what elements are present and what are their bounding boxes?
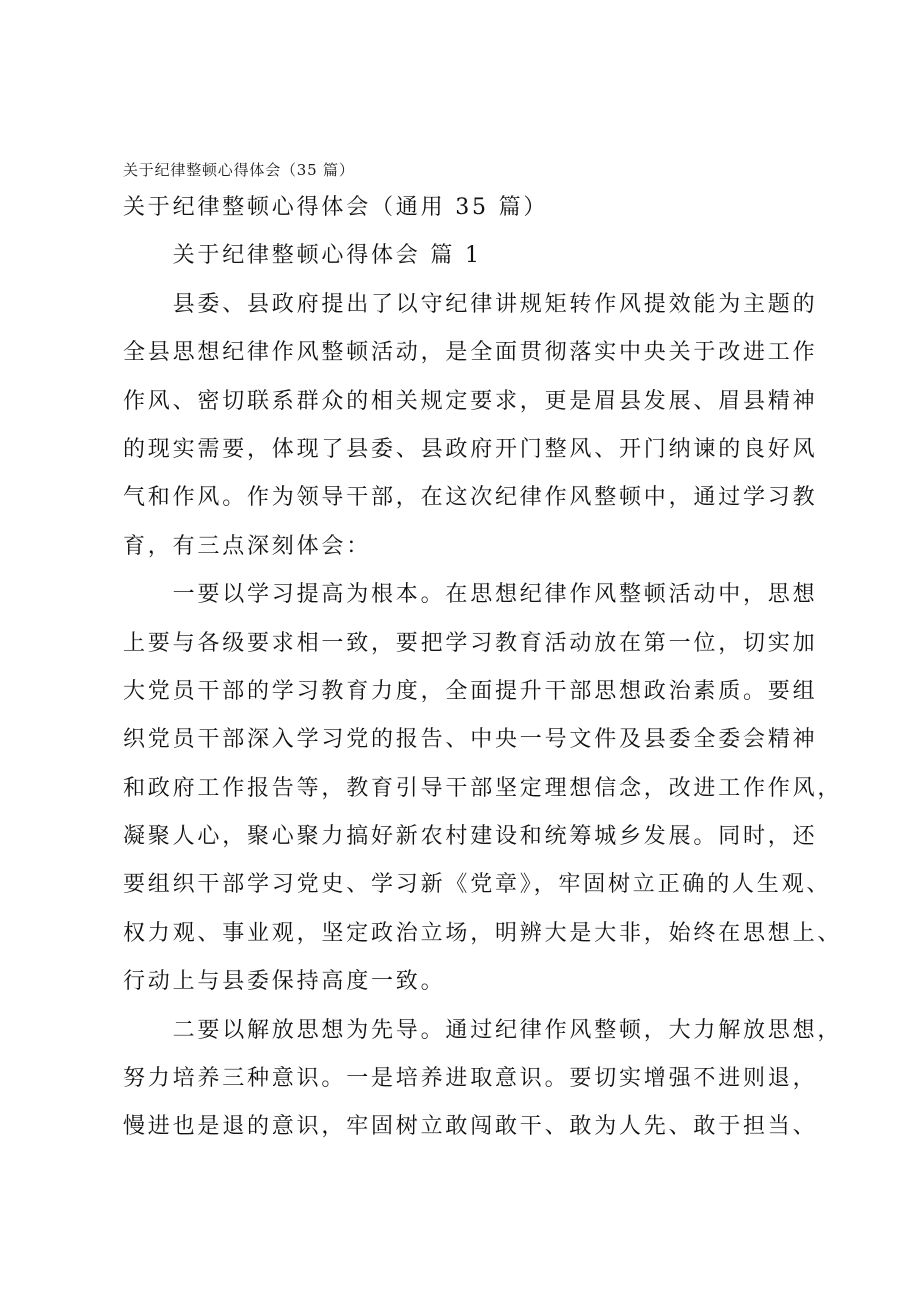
paragraph-line: 育，有三点深刻体会： <box>123 533 372 559</box>
paragraph-2 <box>123 571 863 1007</box>
paragraph-line: 要组织干部学习党史、学习新《党章》，牢固树立正确的人生观、 <box>123 872 832 898</box>
paragraph-line: 大党员干部的学习教育力度，全面提升干部思想政治素质。要组 <box>123 678 818 704</box>
paragraph-line: 织党员干部深入学习党的报告、中央一号文件及县委全委会精神 <box>123 727 818 753</box>
paragraph-line: 行动上与县委保持高度一致。 <box>123 969 446 995</box>
paragraph-1 <box>123 281 863 571</box>
paragraph-line: 一要以学习提高为根本。在思想纪律作风整顿活动中，思想 <box>172 582 818 608</box>
paragraph-line: 作风、密切联系群众的相关规定要求，更是眉县发展、眉县精神 <box>123 388 818 414</box>
section-heading: 关于纪律整顿心得体会 篇 1 <box>172 243 482 269</box>
main-title: 关于纪律整顿心得体会（通用 35 篇） <box>123 195 549 220</box>
paragraph-line: 权力观、事业观，坚定政治立场，明辨大是大非，始终在思想上、 <box>123 920 843 946</box>
paragraph-line: 全县思想纪律作风整顿活动，是全面贯彻落实中央关于改进工作 <box>123 340 818 366</box>
paragraph-line: 慢进也是退的意识，牢固树立敢闯敢干、敢为人先、敢于担当、 <box>123 1114 818 1140</box>
paragraph-line: 气和作风。作为领导干部，在这次纪律作风整顿中，通过学习教 <box>123 485 818 511</box>
paragraph-line: 县委、县政府提出了以守纪律讲规矩转作风提效能为主题的 <box>172 291 818 317</box>
paragraph-line: 努力培养三种意识。一是培养进取意识。要切实增强不进则退， <box>123 1066 818 1092</box>
paragraph-line: 凝聚人心，聚心聚力搞好新农村建设和统筹城乡发展。同时，还 <box>123 824 818 850</box>
paragraph-line: 和政府工作报告等，教育引导干部坚定理想信念，改进工作作风， <box>123 775 843 801</box>
document-body <box>123 184 863 1152</box>
paragraph-3 <box>123 1007 863 1152</box>
paragraph-line: 的现实需要，体现了县委、县政府开门整风、开门纳谏的良好风 <box>123 436 818 462</box>
document-header-title: 关于纪律整顿心得体会（35 篇） <box>123 161 355 179</box>
paragraph-line: 上要与各级要求相一致，要把学习教育活动放在第一位，切实加 <box>123 630 818 656</box>
paragraph-line: 二要以解放思想为先导。通过纪律作风整顿，大力解放思想， <box>172 1017 843 1043</box>
